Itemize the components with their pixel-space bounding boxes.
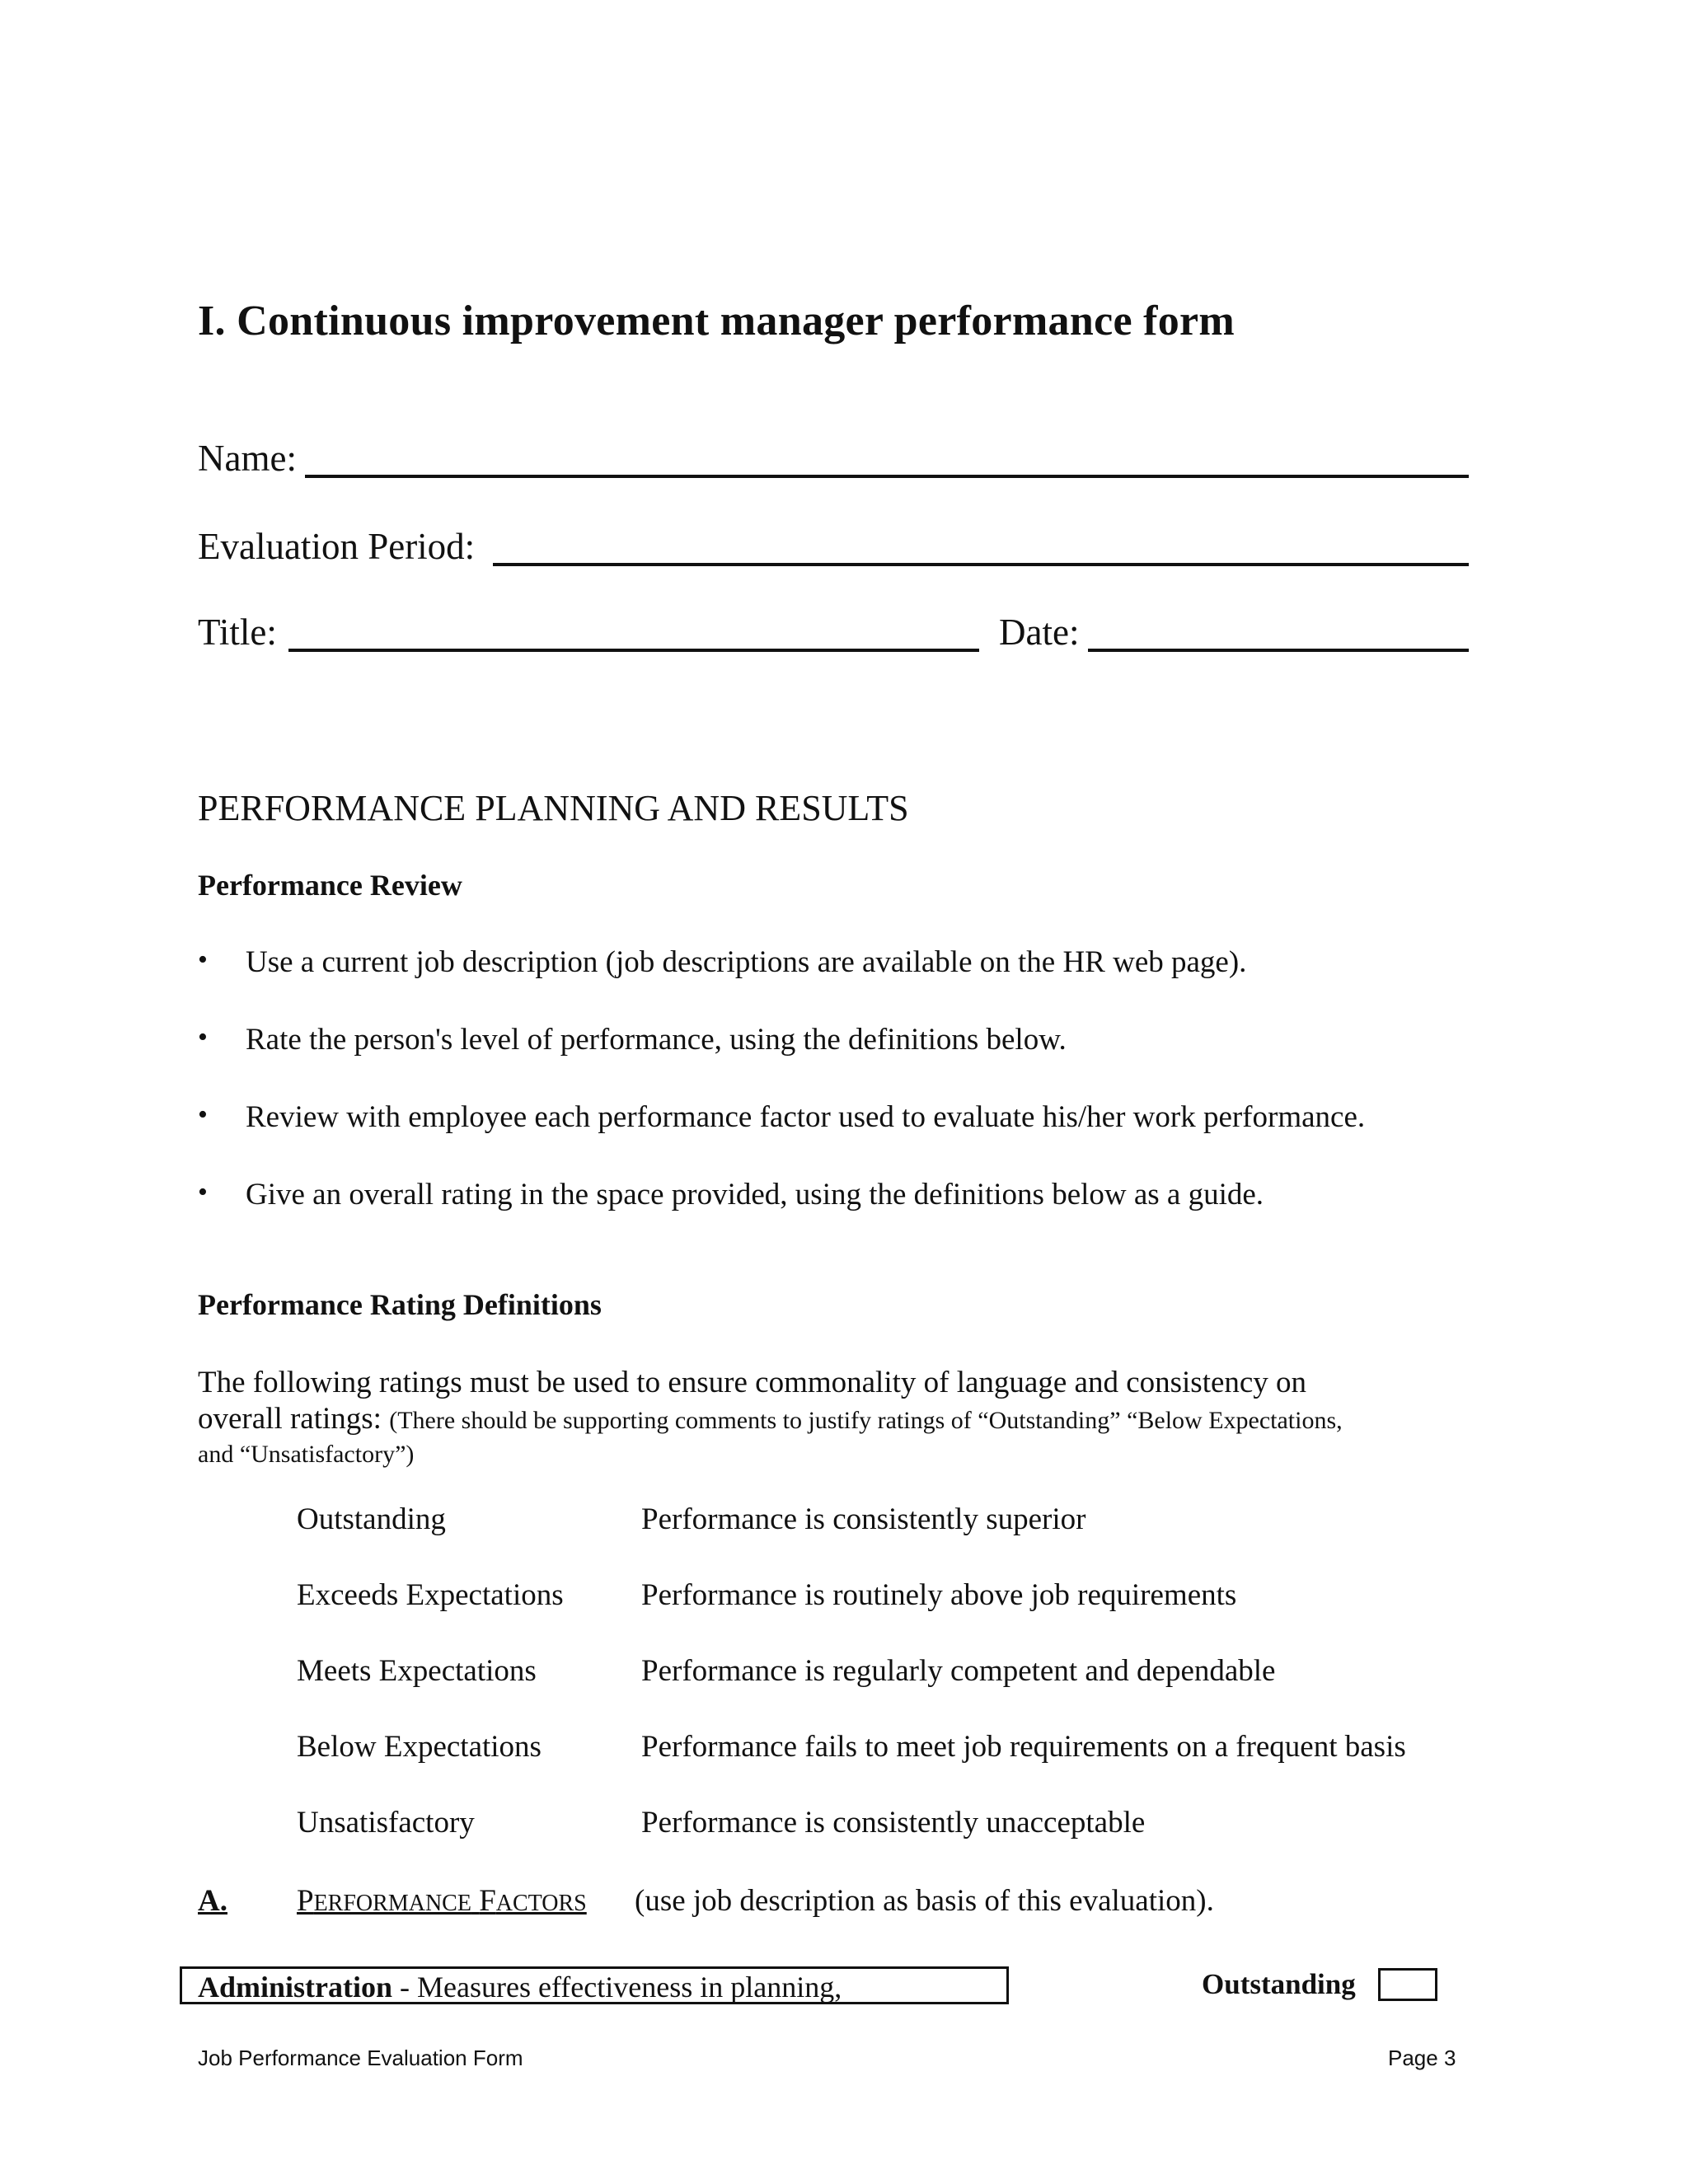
footer-page-number: Page 3 [1388, 2046, 1456, 2070]
footer-left: Job Performance Evaluation Form [198, 2046, 523, 2070]
evaluation-period-label: Evaluation Period: [198, 526, 476, 567]
name-field[interactable] [305, 475, 1469, 478]
rating-desc-exceeds: Performance is routinely above job requirements [641, 1578, 1237, 1612]
bullet-icon: • [198, 944, 208, 975]
factors-note: (use job description as basis of this evaluation). [635, 1884, 1214, 1918]
definitions-intro-main: overall ratings: [198, 1402, 382, 1436]
page-title: I. Continuous improvement manager performance form [198, 298, 1236, 344]
administration-label: Administration [198, 1971, 393, 2004]
definitions-intro-line-3: and “Unsatisfactory”) [198, 1441, 415, 1468]
section-heading: PERFORMANCE PLANNING AND RESULTS [198, 788, 909, 828]
bullet-icon: • [198, 1022, 208, 1052]
outstanding-rating-label: Outstanding [1202, 1968, 1356, 2000]
factors-letter: A. [198, 1884, 227, 1918]
title-label: Title: [198, 612, 277, 653]
factors-title-rest1: ERFORMANCE [313, 1891, 471, 1916]
list-item-text: Use a current job description (job descriptions are available on the HR web page). [246, 945, 1247, 979]
administration-factor [198, 1970, 842, 2004]
rating-desc-unsatisfactory: Performance is consistently unacceptable [641, 1806, 1146, 1840]
bullet-icon: • [198, 1177, 208, 1207]
rating-term-outstanding: Outstanding [297, 1502, 446, 1536]
list-item-text: Give an overall rating in the space provided, using the definitions below as a guide. [246, 1178, 1264, 1212]
performance-review-heading: Performance Review [198, 869, 462, 902]
list-item-text: Rate the person's level of performance, using the definitions below. [246, 1023, 1067, 1057]
evaluation-period-field[interactable] [493, 563, 1469, 566]
rating-desc-outstanding: Performance is consistently superior [641, 1502, 1086, 1536]
rating-term-below: Below Expectations [297, 1730, 542, 1764]
list-item-text: Review with employee each performance factor used to evaluate his/her work performance. [246, 1100, 1366, 1134]
rating-definitions-heading: Performance Rating Definitions [198, 1288, 602, 1321]
date-field[interactable] [1088, 649, 1469, 652]
administration-desc: - Measures effectiveness in planning, [392, 1971, 842, 2004]
rating-term-meets: Meets Expectations [297, 1654, 537, 1688]
definitions-intro-line-2 [198, 1401, 1343, 1436]
factors-title-p: P [297, 1884, 314, 1918]
factors-title [297, 1883, 587, 1919]
title-field[interactable] [288, 649, 979, 652]
definitions-intro-note: (There should be supporting comments to justify ratings of “Outstanding” “Below Expectations, [389, 1407, 1343, 1434]
date-label: Date: [999, 612, 1080, 653]
factors-title-f: F [479, 1884, 496, 1918]
rating-desc-below: Performance fails to meet job requirements on a frequent basis [641, 1730, 1406, 1764]
bullet-icon: • [198, 1099, 208, 1130]
rating-desc-meets: Performance is regularly competent and dependable [641, 1654, 1276, 1688]
outstanding-checkbox[interactable] [1378, 1968, 1437, 2001]
definitions-intro-line-1: The following ratings must be used to ensure commonality of language and consistency on [198, 1366, 1307, 1399]
name-label: Name: [198, 438, 297, 479]
factors-title-rest2: ACTORS [495, 1891, 587, 1916]
rating-term-exceeds: Exceeds Expectations [297, 1578, 564, 1612]
rating-term-unsatisfactory: Unsatisfactory [297, 1806, 475, 1840]
